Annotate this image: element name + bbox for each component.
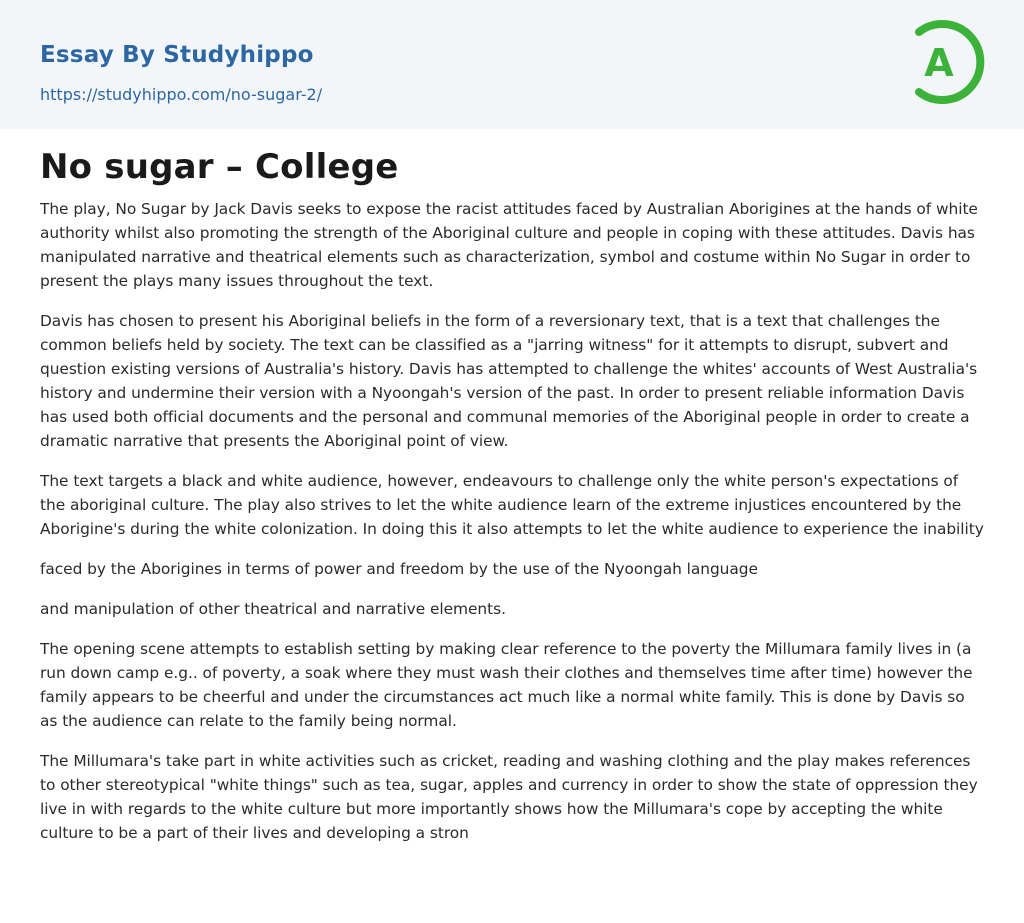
article-paragraph: and manipulation of other theatrical and narrative elements. [40,600,506,618]
article [0,147,1024,845]
article-paragraph: The text targets a black and white audience, however, endeavours to challenge only the white person's expectations of the aboriginal culture. The play also strives to let the white audience learn of the extreme injustices encountered by the Aborigine's during the white colonization. In doing this it also attempts to let the white audience to experience the inability [40,472,984,538]
article-paragraph: faced by the Aborigines in terms of power and freedom by the use of the Nyoongah language [40,560,758,578]
article-paragraph: The Millumara's take part in white activities such as cricket, reading and washing clothing and the play makes references to other stereotypical "white things" such as tea, sugar, apples and currency in order to show the state of oppression they live in with regards to the white culture but more importantly shows how the Millumara's cope by accepting the white culture to be a part of their lives and developing a stron [40,752,978,842]
article-paragraph: Davis has chosen to present his Aboriginal beliefs in the form of a reversionary text, that is a text that challenges the common beliefs held by society. The text can be classified as a "jarring witness" for it attempts to disrupt, subvert and question existing versions of Australia's history. Davis has attempted to challenge the whites' accounts of West Australia's history and undermine their version with a Nyoongah's version of the past. In order to present reliable information Davis has used both official documents and the personal and communal memories of the Aboriginal people in order to create a dramatic narrative that presents the Aboriginal point of view. [40,312,978,450]
article-paragraph: The play, No Sugar by Jack Davis seeks to expose the racist attitudes faced by Australian Aborigines at the hands of white authority whilst also promoting the strength of the Aboriginal culture and people in coping with these attitudes. Davis has manipulated narrative and theatrical elements such as characterization, symbol and costume within No Sugar in order to present the plays many issues throughout the text. [40,200,978,290]
logo-letter: A [924,41,954,85]
site-header [0,0,1024,129]
brand-title[interactable]: Essay By Studyhippo [40,42,314,68]
studyhippo-logo-icon[interactable] [911,18,987,106]
article-paragraph: The opening scene attempts to establish setting by making clear reference to the poverty the Millumara family lives in (a run down camp e.g.. of poverty, a soak where they must wash their clothes and themselves time after time) however the family appears to be cheerful and under the circumstances act much like a normal white family. This is done by Davis so as the audience can relate to the family being normal. [40,640,973,730]
page-title: No sugar – College [40,147,399,187]
source-url-link[interactable]: https://studyhippo.com/no-sugar-2/ [40,85,323,104]
